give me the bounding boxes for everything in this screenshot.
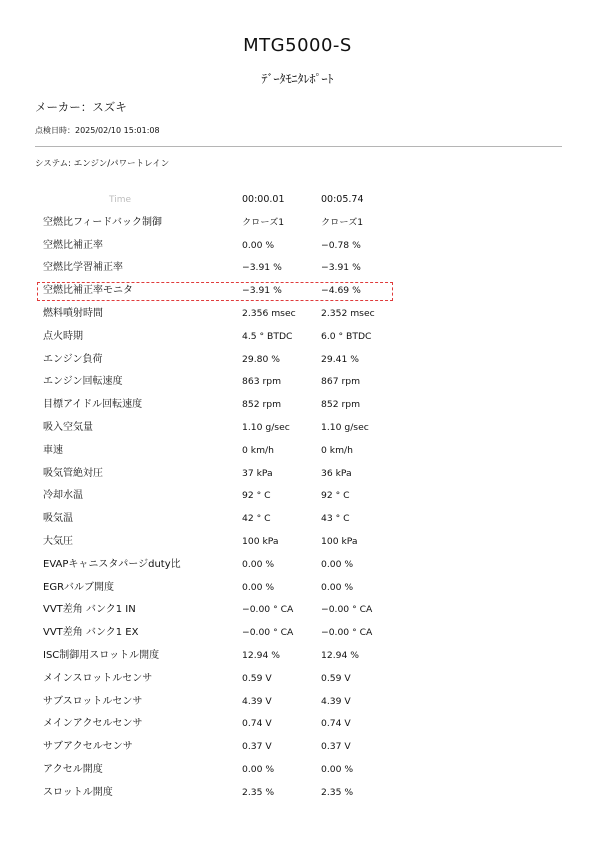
table-row — [35, 463, 395, 486]
value-t2: 6.0 ° BTDC — [321, 330, 372, 342]
value-t1: 0.00 % — [242, 239, 275, 251]
parameter-label: 吸気管絶対圧 — [43, 467, 103, 479]
parameter-label: メインアクセルセンサ — [43, 718, 143, 730]
parameter-label: ISC制御用スロットル開度 — [43, 649, 160, 661]
parameter-label: EVAPキャニスタパージduty比 — [43, 558, 181, 570]
table-row — [35, 371, 395, 394]
value-t1: 2.356 msec — [242, 307, 296, 319]
value-t1: 0.00 % — [242, 581, 275, 593]
table-row — [35, 691, 395, 714]
value-t2: 0.59 V — [321, 672, 351, 684]
value-t1: 863 rpm — [242, 376, 282, 388]
value-t1: 0.59 V — [242, 672, 272, 684]
value-t2: 43 ° C — [321, 513, 350, 525]
value-t2: 4.39 V — [321, 695, 351, 707]
value-t2: −0.00 ° CA — [321, 604, 373, 616]
parameter-label: 空燃比補正率 — [43, 239, 103, 251]
value-t2: −0.78 % — [321, 239, 361, 251]
table-row — [35, 577, 395, 600]
value-t2: 0.00 % — [321, 763, 354, 775]
table-row — [35, 303, 395, 326]
value-t2: 0.37 V — [321, 741, 351, 753]
value-t1: 92 ° C — [242, 490, 271, 502]
parameter-label: アクセル開度 — [43, 763, 103, 775]
value-t2: 100 kPa — [321, 535, 358, 547]
parameter-label: VVT差角 バンク1 IN — [43, 604, 136, 616]
value-t1: −3.91 % — [242, 262, 282, 274]
parameter-label: エンジン負荷 — [43, 353, 103, 365]
value-t1: 1.10 g/sec — [242, 421, 290, 433]
value-t2: 0.74 V — [321, 718, 351, 730]
value-t2: 29.41 % — [321, 353, 359, 365]
value-t1: −0.00 ° CA — [242, 604, 294, 616]
value-t1: 29.80 % — [242, 353, 280, 365]
value-t1: 42 ° C — [242, 513, 271, 525]
value-t1: 0.37 V — [242, 741, 272, 753]
parameter-label: エンジン回転速度 — [43, 376, 123, 388]
table-row — [35, 759, 395, 782]
table-row — [35, 782, 395, 805]
table-row — [35, 257, 395, 280]
table-row — [35, 394, 395, 417]
value-t1: 0.00 % — [242, 558, 275, 570]
parameter-label: 冷却水温 — [43, 490, 83, 502]
table-row — [35, 713, 395, 736]
parameter-label: EGRバルブ開度 — [43, 581, 115, 593]
value-t1: −3.91 % — [242, 285, 282, 297]
table-row — [35, 440, 395, 463]
data-table — [35, 189, 395, 805]
parameter-label: メインスロットルセンサ — [43, 672, 153, 684]
parameter-label: 大気圧 — [43, 535, 73, 547]
time-header: Time — [108, 195, 132, 205]
value-t2: −0.00 ° CA — [321, 627, 373, 639]
table-row — [35, 736, 395, 759]
value-t1: −0.00 ° CA — [242, 627, 294, 639]
value-t2: 0.00 % — [321, 581, 354, 593]
value-t2: 2.35 % — [321, 786, 354, 798]
report-subtitle: ﾃﾞｰﾀﾓﾆﾀﾚﾎﾟｰﾄ — [261, 72, 334, 86]
parameter-label: 燃料噴射時間 — [43, 307, 103, 319]
parameter-label: スロットル開度 — [43, 786, 113, 798]
value-t2: 0.00 % — [321, 558, 354, 570]
parameter-label: 空燃比補正率モニタ — [43, 285, 133, 297]
value-t1: 0.74 V — [242, 718, 272, 730]
parameter-label: 車速 — [43, 444, 63, 456]
parameter-label: 空燃比学習補正率 — [43, 262, 123, 274]
value-t1: クローズ1 — [242, 216, 285, 228]
inspection-datetime: 点検日時：2025/02/10 15:01:08 — [35, 126, 160, 135]
parameter-label: VVT差角 バンク1 EX — [43, 627, 139, 639]
table-row — [35, 326, 395, 349]
value-t2: −3.91 % — [321, 262, 361, 274]
value-t2: −4.69 % — [321, 285, 361, 297]
value-t1: 852 rpm — [242, 399, 282, 411]
system-label: システム: エンジン/パワートレイン — [35, 159, 170, 169]
value-t2: 1.10 g/sec — [321, 421, 369, 433]
parameter-label: 目標アイドル回転速度 — [43, 399, 143, 411]
table-body — [35, 212, 395, 805]
value-t2: 0 km/h — [321, 444, 353, 456]
value-t2: クローズ1 — [321, 216, 364, 228]
maker-label: メーカー：スズキ — [35, 100, 127, 114]
parameter-label: 吸入空気量 — [43, 421, 93, 433]
table-header-row — [35, 189, 395, 212]
table-row — [35, 349, 395, 372]
parameter-label: 空燃比フィードバック制御 — [43, 216, 162, 228]
value-t1: 0.00 % — [242, 763, 275, 775]
parameter-label: サブアクセルセンサ — [43, 741, 133, 753]
table-row — [35, 417, 395, 440]
value-t2: 867 rpm — [321, 376, 361, 388]
value-t2: 92 ° C — [321, 490, 350, 502]
report-title: MTG5000-S — [243, 35, 352, 56]
divider — [35, 146, 562, 147]
parameter-label: サブスロットルセンサ — [43, 695, 143, 707]
parameter-label: 吸気温 — [43, 513, 73, 525]
table-row — [35, 622, 395, 645]
value-t2: 36 kPa — [321, 467, 352, 479]
value-t1: 100 kPa — [242, 535, 279, 547]
table-row — [35, 508, 395, 531]
table-row — [35, 212, 395, 235]
time-column-2: 00:05.74 — [321, 194, 364, 205]
time-column-1: 00:00.01 — [242, 194, 285, 205]
highlighted-table-row — [35, 280, 395, 303]
table-row — [35, 645, 395, 668]
table-row — [35, 554, 395, 577]
value-t1: 4.39 V — [242, 695, 272, 707]
value-t2: 12.94 % — [321, 649, 359, 661]
value-t1: 0 km/h — [242, 444, 274, 456]
value-t2: 2.352 msec — [321, 307, 375, 319]
value-t1: 2.35 % — [242, 786, 275, 798]
value-t1: 4.5 ° BTDC — [242, 330, 293, 342]
value-t2: 852 rpm — [321, 399, 361, 411]
parameter-label: 点火時期 — [43, 330, 83, 342]
value-t1: 12.94 % — [242, 649, 280, 661]
table-row — [35, 599, 395, 622]
table-row — [35, 485, 395, 508]
table-row — [35, 668, 395, 691]
table-row — [35, 235, 395, 258]
table-row — [35, 531, 395, 554]
value-t1: 37 kPa — [242, 467, 273, 479]
